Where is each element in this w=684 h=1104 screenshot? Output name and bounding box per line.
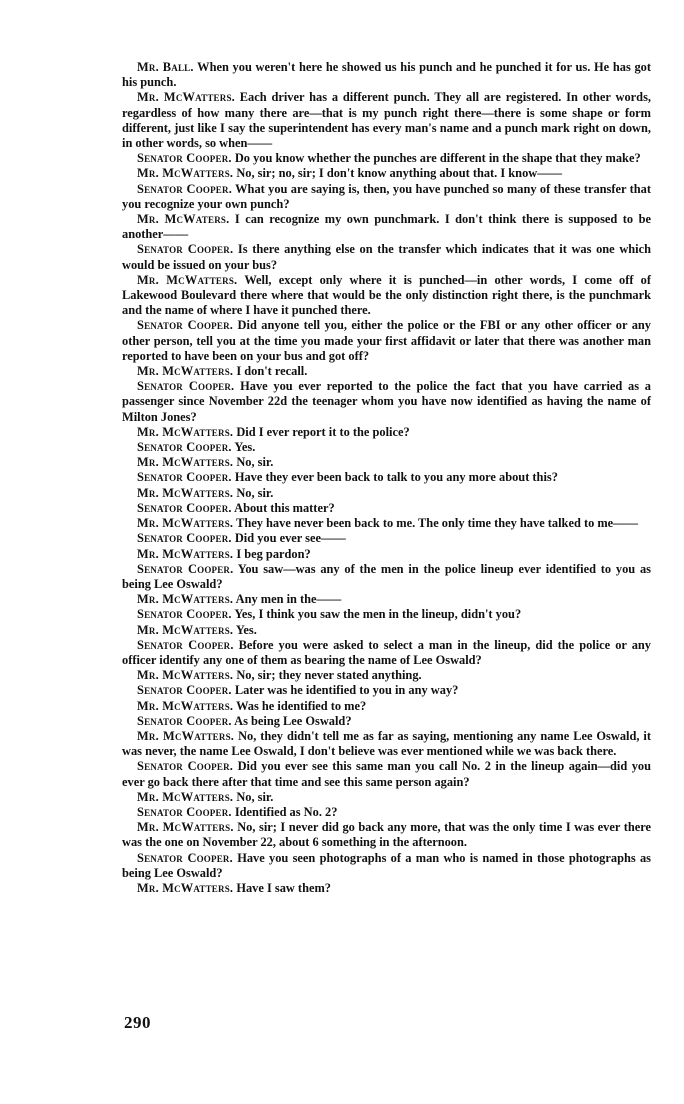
transcript-paragraph	[122, 699, 651, 714]
speaker-name: Senator Cooper.	[137, 318, 234, 333]
speech-text: Later was he identified to you in any way?	[234, 683, 459, 698]
speech-text: Did you ever see——	[234, 531, 346, 546]
page-number: 290	[124, 1013, 151, 1032]
speech-text: Did anyone tell you, either the police or the FBI or any other officer or any other person, tell you at the time you made your first affidavit or later that there was another man reported to have been on your bus and got off?	[122, 318, 651, 363]
transcript-paragraph	[122, 166, 651, 181]
transcript-paragraph	[122, 151, 651, 166]
transcript-paragraph	[122, 668, 651, 683]
transcript-paragraph	[122, 273, 651, 319]
speaker-name: Mr. McWatters.	[137, 668, 234, 683]
speech-text: Before you were asked to select a man in the lineup, did the police or any officer identify any one of them as bearing the name of Lee Oswald?	[122, 637, 651, 667]
speaker-name: Senator Cooper.	[137, 804, 232, 819]
transcript-paragraph	[122, 470, 651, 485]
transcript-body	[122, 60, 651, 896]
speech-text: I don't recall.	[236, 364, 308, 379]
speech-text: No, sir.	[236, 789, 274, 804]
transcript-paragraph	[122, 547, 651, 562]
transcript-paragraph	[122, 440, 651, 455]
speech-text: No, sir.	[236, 455, 274, 470]
speaker-name: Senator Cooper.	[137, 850, 233, 865]
transcript-paragraph	[122, 714, 651, 729]
speech-text: Yes.	[235, 622, 257, 637]
transcript-paragraph	[122, 516, 651, 531]
speaker-name: Senator Cooper.	[137, 500, 232, 515]
speech-text: What you are saying is, then, you have punched so many of these transfer that you recognize your own punch?	[122, 181, 651, 211]
transcript-paragraph	[122, 592, 651, 607]
speech-text: No, sir.	[236, 485, 274, 500]
speech-text: Yes, I think you saw the men in the lineup, didn't you?	[234, 607, 522, 622]
transcript-paragraph	[122, 820, 651, 850]
speech-text: No, sir; I never did go back any more, that was the only time I was ever there was the one on November 22, about 6 something in the afternoon.	[122, 820, 651, 850]
speech-text: Was he identified to me?	[236, 698, 367, 713]
speech-text: About this matter?	[234, 500, 335, 515]
transcript-paragraph	[122, 455, 651, 470]
speech-text: Each driver has a different punch. They all are registered. In other words, regardless of how many there are—that is my punch right there—there is some shape or form different, just like I say the superintendent has every man's name and a punch mark right on down, in other words, so when——	[122, 90, 651, 151]
transcript-paragraph	[122, 607, 651, 622]
speaker-name: Mr. McWatters.	[137, 424, 234, 439]
transcript-paragraph	[122, 881, 651, 896]
transcript-paragraph	[122, 318, 651, 364]
speech-text: No, sir; no, sir; I don't know anything about that. I know——	[236, 166, 562, 181]
transcript-paragraph	[122, 90, 651, 151]
speech-text: Have they ever been back to talk to you any more about this?	[234, 470, 558, 485]
speaker-name: Senator Cooper.	[137, 531, 232, 546]
speech-text: As being Lee Oswald?	[234, 713, 352, 728]
speaker-name: Senator Cooper.	[137, 713, 232, 728]
speaker-name: Mr. McWatters.	[137, 166, 234, 181]
speaker-name: Senator Cooper.	[137, 151, 232, 166]
transcript-paragraph	[122, 60, 651, 90]
speaker-name: Mr. McWatters.	[137, 820, 234, 835]
transcript-paragraph	[122, 805, 651, 820]
speech-text: When you weren't here he showed us his punch and he punched it for us. He has got his punch.	[122, 60, 651, 90]
speaker-name: Senator Cooper.	[137, 607, 232, 622]
speech-text: Have I saw them?	[236, 880, 331, 895]
speaker-name: Mr. McWatters.	[137, 789, 234, 804]
transcript-paragraph	[122, 562, 651, 592]
speech-text: Have you seen photographs of a man who is named in those photographs as being Lee Oswald?	[122, 850, 651, 880]
speech-text: I beg pardon?	[236, 546, 311, 561]
transcript-paragraph	[122, 364, 651, 379]
speaker-name: Mr. McWatters.	[137, 728, 235, 743]
speech-text: Is there anything else on the transfer which indicates that it was one which would be issued on your bus?	[122, 242, 651, 272]
speech-text: Any men in the——	[235, 592, 342, 607]
speaker-name: Mr. McWatters.	[137, 455, 234, 470]
speech-text: Yes.	[234, 440, 256, 455]
speaker-name: Mr. McWaters.	[137, 212, 230, 227]
transcript-paragraph	[122, 683, 651, 698]
speaker-name: Mr. McWatters.	[137, 485, 234, 500]
speaker-name: Senator Cooper.	[137, 470, 232, 485]
speaker-name: Mr. McWatters.	[137, 272, 238, 287]
transcript-paragraph	[122, 623, 651, 638]
speaker-name: Mr. McWatters.	[137, 880, 234, 895]
transcript-paragraph	[122, 242, 651, 272]
transcript-paragraph	[122, 638, 651, 668]
speaker-name: Mr. McWatters.	[137, 90, 235, 105]
speaker-name: Senator Cooper.	[137, 561, 234, 576]
speaker-name: Mr. McWatters.	[137, 592, 234, 607]
speaker-name: Mr. McWatters.	[137, 698, 234, 713]
speech-text: I can recognize my own punchmark. I don't think there is supposed to be another——	[122, 212, 651, 242]
speaker-name: Senator Cooper.	[137, 683, 232, 698]
speaker-name: Senator Cooper.	[137, 181, 232, 196]
speech-text: They have never been back to me. The only time they have talked to me——	[236, 516, 638, 531]
speaker-name: Senator Cooper.	[137, 440, 232, 455]
speaker-name: Mr. McWatters.	[137, 622, 234, 637]
transcript-paragraph	[122, 379, 651, 425]
speech-text: No, sir; they never stated anything.	[236, 668, 422, 683]
speech-text: Did you ever see this same man you call No. 2 in the lineup again—did you ever go back there after that time and see this same person again?	[122, 759, 651, 789]
speaker-name: Senator Cooper.	[137, 637, 234, 652]
transcript-paragraph	[122, 182, 651, 212]
speaker-name: Mr. Ball.	[137, 60, 194, 74]
speaker-name: Senator Cooper.	[137, 379, 235, 394]
transcript-paragraph	[122, 212, 651, 242]
transcript-paragraph	[122, 531, 651, 546]
speaker-name: Senator Cooper.	[137, 759, 234, 774]
speaker-name: Mr. McWatters.	[137, 516, 234, 531]
speech-text: Have you ever reported to the police the fact that you have carried as a passenger since November 22d the teenager whom you have now identified as having the name of Milton Jones?	[122, 379, 651, 424]
transcript-paragraph	[122, 501, 651, 516]
speech-text: Do you know whether the punches are different in the shape that they make?	[234, 151, 641, 166]
transcript-paragraph	[122, 486, 651, 501]
transcript-paragraph	[122, 790, 651, 805]
speaker-name: Mr. McWatters.	[137, 546, 234, 561]
transcript-paragraph	[122, 851, 651, 881]
speaker-name: Senator Cooper.	[137, 242, 234, 257]
speaker-name: Mr. McWatters.	[137, 364, 234, 379]
speech-text: You saw—was any of the men in the police lineup ever identified to you as being Lee Oswald?	[122, 561, 651, 591]
speech-text: Well, except only where it is punched—in other words, I come off of Lakewood Boulevard there where that would be the only distinction right there, is the punchmark and the name of where I have it punched there.	[122, 272, 652, 318]
speech-text: Identified as No. 2?	[234, 804, 338, 819]
speech-text: Did I ever report it to the police?	[236, 424, 410, 439]
speech-text: No, they didn't tell me as far as saying, mentioning any name Lee Oswald, it was never, the name Lee Oswald, I don't believe was ever mentioned while we was back there.	[122, 728, 651, 759]
transcript-paragraph	[122, 759, 651, 789]
transcript-paragraph	[122, 729, 651, 759]
transcript-paragraph	[122, 425, 651, 440]
